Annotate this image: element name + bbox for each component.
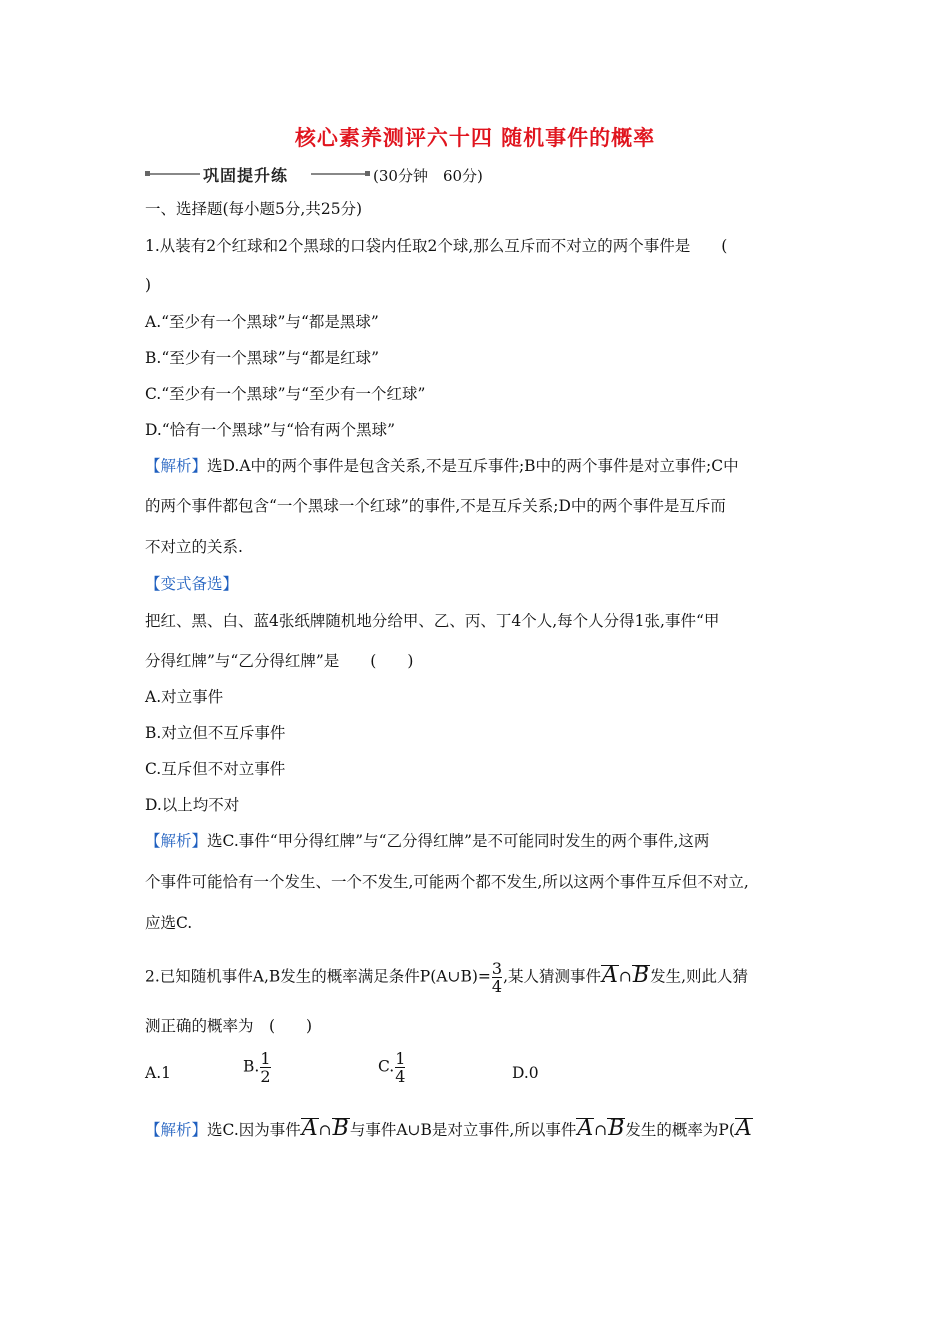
q2-analysis-b: 与事件A∪B是对立事件,所以事件 [349,1121,577,1139]
complement-a: A [735,1116,752,1141]
intersection-symbol: ∩ [618,967,632,986]
analysis-text: 选C.事件“甲分得红牌”与“乙分得红牌”是不可能同时发生的两个事件,这两 [207,832,710,850]
page-title: 核心素养测评六十四 随机事件的概率 [294,125,656,150]
fraction-denominator: 4 [395,1067,406,1086]
complement-b: B [332,1116,349,1141]
q1-option-b: B.“至少有一个黑球”与“都是红球” [145,349,380,367]
fraction-1-4 [395,1050,405,1085]
analysis-tag: 【解析】 [145,832,208,850]
option-label: B. [243,1057,260,1076]
q2-analysis-line-1 [145,1118,753,1140]
intersection-symbol: ∩ [594,1121,608,1139]
variant-analysis-line-3: 应选C. [145,914,193,932]
q1-option-d: D.“恰有一个黑球”与“恰有两个黑球” [145,421,395,439]
analysis-text: 选D.A中的两个事件是包含关系,不是互斥事件;B中的两个事件是对立事件;C中 [207,457,739,475]
complement-b: B [608,1116,625,1141]
fraction-1-2 [260,1050,270,1085]
fraction-3-4 [492,960,502,995]
variant-analysis-line-1 [145,831,709,851]
complement-b: B [632,962,650,988]
banner-line-right [311,173,365,175]
option-label: C. [378,1057,395,1076]
variant-stem-1: 把红、黑、白、蓝4张纸牌随机地分给甲、乙、丙、丁4个人,每个人分得1张,事件“甲 [145,612,720,630]
variant-option-a: A.对立事件 [145,688,224,706]
banner-line-left [150,173,200,175]
fraction-denominator: 2 [260,1067,271,1086]
complement-a: A [301,1116,318,1141]
intersection-symbol: ∩ [318,1121,332,1139]
fraction-numerator: 3 [491,959,503,978]
q1-option-a: A.“至少有一个黑球”与“都是黑球” [145,313,379,331]
q1-option-c: C.“至少有一个黑球”与“至少有一个红球” [145,385,426,403]
analysis-tag: 【解析】 [145,457,208,475]
q2-option-c [378,1050,406,1085]
q2-option-b [243,1050,272,1085]
variant-analysis-line-2: 个事件可能恰有一个发生、一个不发生,可能两个都不发生,所以这两个事件互斥但不对立, [145,873,749,891]
q2-analysis-a: 选C.因为事件 [207,1121,301,1139]
q2-stem-line-1 [145,960,748,995]
fraction-numerator: 1 [260,1049,271,1068]
q1-analysis-line-1 [145,456,739,476]
complement-a: A [602,962,618,988]
q2-stem-b: ,某人猜测事件 [503,967,602,986]
section-heading: 一、选择题(每小题5分,共25分) [145,200,363,218]
q1-stem-end: ) [145,276,152,294]
q2-stem-line-2: 测正确的概率为 ( ) [145,1017,313,1035]
analysis-tag: 【解析】 [145,1121,208,1139]
q2-stem-c: 发生,则此人猜 [650,967,749,986]
banner-dot-right [365,171,370,176]
q2-analysis-c: 发生的概率为P( [625,1121,735,1139]
variant-option-c: C.互斥但不对立事件 [145,760,286,778]
variant-tag: 【变式备选】 [145,575,239,593]
banner-label: 巩固提升练 [203,166,289,185]
section-banner [145,163,505,185]
q2-option-d: D.0 [512,1064,539,1082]
q1-analysis-line-3: 不对立的关系. [145,538,243,556]
variant-stem-2: 分得红牌”与“乙分得红牌”是 ( ) [145,652,414,670]
q2-stem-a: 2.已知随机事件A,B发生的概率满足条件P(A∪B)= [145,967,491,986]
q2-option-a: A.1 [145,1064,171,1082]
q1-analysis-line-2: 的两个事件都包含“一个黑球一个红球”的事件,不是互斥关系;D中的两个事件是互斥而 [145,497,726,515]
variant-option-b: B.对立但不互斥事件 [145,724,286,742]
complement-a: A [577,1116,594,1141]
fraction-numerator: 1 [395,1049,406,1068]
banner-time: (30分钟 60分) [373,167,483,185]
variant-option-d: D.以上均不对 [145,796,240,814]
q1-stem: 1.从装有2个红球和2个黑球的口袋内任取2个球,那么互斥而不对立的两个事件是 ( [145,237,728,255]
fraction-denominator: 4 [491,977,503,996]
